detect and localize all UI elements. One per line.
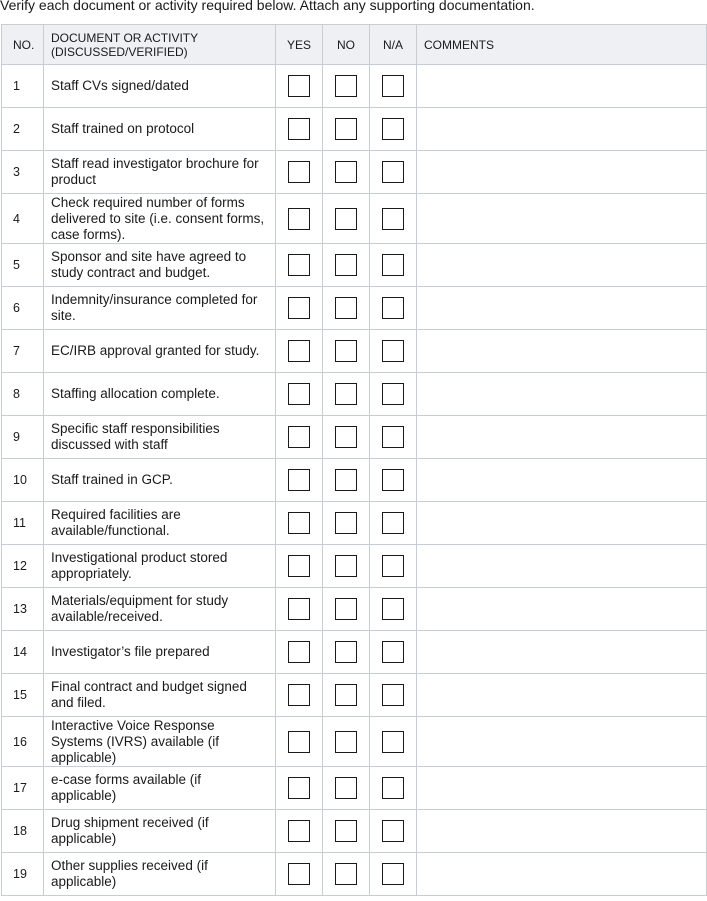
yes-checkbox[interactable] bbox=[288, 297, 310, 319]
yes-cell bbox=[276, 810, 323, 853]
no-cell bbox=[323, 416, 370, 459]
comments-field[interactable] bbox=[417, 287, 707, 330]
yes-cell bbox=[276, 674, 323, 717]
yes-checkbox[interactable] bbox=[288, 731, 310, 753]
na-cell bbox=[370, 588, 417, 631]
row-number: 6 bbox=[2, 287, 44, 330]
na-checkbox[interactable] bbox=[382, 254, 404, 276]
row-number: 10 bbox=[2, 459, 44, 502]
no-checkbox[interactable] bbox=[335, 863, 357, 885]
no-cell bbox=[323, 459, 370, 502]
na-checkbox[interactable] bbox=[382, 598, 404, 620]
yes-checkbox[interactable] bbox=[288, 598, 310, 620]
header-yes: YES bbox=[276, 25, 323, 65]
row-item: e-case forms available (if applicable) bbox=[44, 767, 276, 810]
row-number: 11 bbox=[2, 502, 44, 545]
no-checkbox[interactable] bbox=[335, 383, 357, 405]
comments-field[interactable] bbox=[417, 151, 707, 194]
no-cell bbox=[323, 853, 370, 896]
no-checkbox[interactable] bbox=[335, 208, 357, 230]
comments-field[interactable] bbox=[417, 244, 707, 287]
na-cell bbox=[370, 108, 417, 151]
na-cell bbox=[370, 65, 417, 108]
na-cell bbox=[370, 459, 417, 502]
yes-checkbox[interactable] bbox=[288, 161, 310, 183]
comments-field[interactable] bbox=[417, 545, 707, 588]
row-number: 9 bbox=[2, 416, 44, 459]
yes-cell bbox=[276, 244, 323, 287]
checklist-table bbox=[1, 24, 707, 896]
header-document: DOCUMENT OR ACTIVITY (DISCUSSED/VERIFIED) bbox=[44, 25, 276, 65]
comments-field[interactable] bbox=[417, 330, 707, 373]
comments-field[interactable] bbox=[417, 502, 707, 545]
no-checkbox[interactable] bbox=[335, 598, 357, 620]
na-cell bbox=[370, 194, 417, 244]
na-checkbox[interactable] bbox=[382, 297, 404, 319]
table-row bbox=[2, 151, 707, 194]
na-cell bbox=[370, 717, 417, 767]
comments-field[interactable] bbox=[417, 65, 707, 108]
comments-field[interactable] bbox=[417, 853, 707, 896]
yes-cell bbox=[276, 373, 323, 416]
no-cell bbox=[323, 767, 370, 810]
na-checkbox[interactable] bbox=[382, 820, 404, 842]
table-row bbox=[2, 373, 707, 416]
no-cell bbox=[323, 588, 370, 631]
instructions-text: Verify each document or activity required below. Attach any supporting documentation. bbox=[0, 0, 535, 13]
na-cell bbox=[370, 545, 417, 588]
row-item: Investigational product stored appropriately. bbox=[44, 545, 276, 588]
table-row bbox=[2, 459, 707, 502]
yes-cell bbox=[276, 416, 323, 459]
row-item: EC/IRB approval granted for study. bbox=[44, 330, 276, 373]
na-cell bbox=[370, 373, 417, 416]
table-row bbox=[2, 502, 707, 545]
no-checkbox[interactable] bbox=[335, 731, 357, 753]
table-row bbox=[2, 853, 707, 896]
na-checkbox[interactable] bbox=[382, 426, 404, 448]
no-checkbox[interactable] bbox=[335, 426, 357, 448]
na-cell bbox=[370, 287, 417, 330]
na-checkbox[interactable] bbox=[382, 641, 404, 663]
row-item: Drug shipment received (if applicable) bbox=[44, 810, 276, 853]
header-row bbox=[2, 25, 707, 65]
yes-cell bbox=[276, 65, 323, 108]
yes-checkbox[interactable] bbox=[288, 383, 310, 405]
na-checkbox[interactable] bbox=[382, 383, 404, 405]
row-item: Check required number of forms delivered to site (i.e. consent forms, case forms). bbox=[44, 194, 276, 244]
table-row bbox=[2, 631, 707, 674]
row-number: 8 bbox=[2, 373, 44, 416]
row-number: 7 bbox=[2, 330, 44, 373]
row-number: 15 bbox=[2, 674, 44, 717]
no-checkbox[interactable] bbox=[335, 641, 357, 663]
no-checkbox[interactable] bbox=[335, 254, 357, 276]
comments-field[interactable] bbox=[417, 631, 707, 674]
table-row bbox=[2, 108, 707, 151]
yes-checkbox[interactable] bbox=[288, 118, 310, 140]
yes-checkbox[interactable] bbox=[288, 426, 310, 448]
na-cell bbox=[370, 151, 417, 194]
no-cell bbox=[323, 330, 370, 373]
yes-cell bbox=[276, 717, 323, 767]
comments-field[interactable] bbox=[417, 588, 707, 631]
no-checkbox[interactable] bbox=[335, 340, 357, 362]
row-number: 19 bbox=[2, 853, 44, 896]
row-number: 5 bbox=[2, 244, 44, 287]
table-row bbox=[2, 717, 707, 767]
yes-cell bbox=[276, 459, 323, 502]
na-checkbox[interactable] bbox=[382, 208, 404, 230]
na-checkbox[interactable] bbox=[382, 684, 404, 706]
row-item: Sponsor and site have agreed to study contract and budget. bbox=[44, 244, 276, 287]
row-number: 1 bbox=[2, 65, 44, 108]
no-cell bbox=[323, 631, 370, 674]
yes-checkbox[interactable] bbox=[288, 684, 310, 706]
row-item: Staff trained in GCP. bbox=[44, 459, 276, 502]
no-checkbox[interactable] bbox=[335, 469, 357, 491]
na-cell bbox=[370, 502, 417, 545]
row-item: Required facilities are available/functional. bbox=[44, 502, 276, 545]
yes-cell bbox=[276, 194, 323, 244]
header-comments: COMMENTS bbox=[417, 25, 707, 65]
row-number: 17 bbox=[2, 767, 44, 810]
yes-cell bbox=[276, 631, 323, 674]
no-cell bbox=[323, 373, 370, 416]
header-no: NO bbox=[323, 25, 370, 65]
row-item: Final contract and budget signed and filed. bbox=[44, 674, 276, 717]
comments-field[interactable] bbox=[417, 717, 707, 767]
na-cell bbox=[370, 416, 417, 459]
yes-checkbox[interactable] bbox=[288, 75, 310, 97]
na-checkbox[interactable] bbox=[382, 731, 404, 753]
table-row bbox=[2, 416, 707, 459]
no-checkbox[interactable] bbox=[335, 297, 357, 319]
no-cell bbox=[323, 194, 370, 244]
no-cell bbox=[323, 674, 370, 717]
na-checkbox[interactable] bbox=[382, 512, 404, 534]
no-checkbox[interactable] bbox=[335, 118, 357, 140]
row-item: Specific staff responsibilities discussed with staff bbox=[44, 416, 276, 459]
row-number: 3 bbox=[2, 151, 44, 194]
row-item: Interactive Voice Response Systems (IVRS) available (if applicable) bbox=[44, 717, 276, 767]
yes-checkbox[interactable] bbox=[288, 555, 310, 577]
no-checkbox[interactable] bbox=[335, 820, 357, 842]
na-checkbox[interactable] bbox=[382, 555, 404, 577]
na-checkbox[interactable] bbox=[382, 469, 404, 491]
row-number: 14 bbox=[2, 631, 44, 674]
yes-checkbox[interactable] bbox=[288, 469, 310, 491]
row-item: Staff CVs signed/dated bbox=[44, 65, 276, 108]
no-cell bbox=[323, 502, 370, 545]
na-checkbox[interactable] bbox=[382, 340, 404, 362]
table-row bbox=[2, 330, 707, 373]
no-checkbox[interactable] bbox=[335, 555, 357, 577]
no-cell bbox=[323, 65, 370, 108]
no-checkbox[interactable] bbox=[335, 512, 357, 534]
row-item: Materials/equipment for study available/received. bbox=[44, 588, 276, 631]
no-checkbox[interactable] bbox=[335, 75, 357, 97]
table-row bbox=[2, 194, 707, 244]
yes-cell bbox=[276, 108, 323, 151]
na-cell bbox=[370, 631, 417, 674]
yes-cell bbox=[276, 767, 323, 810]
table-row bbox=[2, 545, 707, 588]
yes-checkbox[interactable] bbox=[288, 777, 310, 799]
yes-cell bbox=[276, 287, 323, 330]
table-row bbox=[2, 244, 707, 287]
yes-cell bbox=[276, 330, 323, 373]
row-item: Staffing allocation complete. bbox=[44, 373, 276, 416]
yes-checkbox[interactable] bbox=[288, 340, 310, 362]
comments-field[interactable] bbox=[417, 767, 707, 810]
row-item: Other supplies received (if applicable) bbox=[44, 853, 276, 896]
row-number: 16 bbox=[2, 717, 44, 767]
comments-field[interactable] bbox=[417, 674, 707, 717]
row-item: Indemnity/insurance completed for site. bbox=[44, 287, 276, 330]
comments-field[interactable] bbox=[417, 194, 707, 244]
row-number: 13 bbox=[2, 588, 44, 631]
row-number: 18 bbox=[2, 810, 44, 853]
yes-checkbox[interactable] bbox=[288, 820, 310, 842]
yes-cell bbox=[276, 502, 323, 545]
na-checkbox[interactable] bbox=[382, 118, 404, 140]
row-item: Staff trained on protocol bbox=[44, 108, 276, 151]
na-cell bbox=[370, 330, 417, 373]
yes-checkbox[interactable] bbox=[288, 254, 310, 276]
no-cell bbox=[323, 810, 370, 853]
table-row bbox=[2, 287, 707, 330]
comments-field[interactable] bbox=[417, 373, 707, 416]
na-cell bbox=[370, 674, 417, 717]
table-row bbox=[2, 767, 707, 810]
yes-checkbox[interactable] bbox=[288, 512, 310, 534]
yes-checkbox[interactable] bbox=[288, 208, 310, 230]
yes-checkbox[interactable] bbox=[288, 863, 310, 885]
na-checkbox[interactable] bbox=[382, 161, 404, 183]
na-cell bbox=[370, 810, 417, 853]
comments-field[interactable] bbox=[417, 108, 707, 151]
yes-cell bbox=[276, 588, 323, 631]
yes-cell bbox=[276, 545, 323, 588]
row-number: 2 bbox=[2, 108, 44, 151]
no-cell bbox=[323, 151, 370, 194]
row-item: Investigator’s file prepared bbox=[44, 631, 276, 674]
no-cell bbox=[323, 545, 370, 588]
row-number: 4 bbox=[2, 194, 44, 244]
na-checkbox[interactable] bbox=[382, 75, 404, 97]
header-number: NO. bbox=[2, 25, 44, 65]
yes-checkbox[interactable] bbox=[288, 641, 310, 663]
comments-field[interactable] bbox=[417, 416, 707, 459]
no-cell bbox=[323, 108, 370, 151]
no-checkbox[interactable] bbox=[335, 777, 357, 799]
no-cell bbox=[323, 287, 370, 330]
no-cell bbox=[323, 717, 370, 767]
table-row bbox=[2, 674, 707, 717]
table-row bbox=[2, 810, 707, 853]
table-row bbox=[2, 65, 707, 108]
row-number: 12 bbox=[2, 545, 44, 588]
comments-field[interactable] bbox=[417, 459, 707, 502]
na-cell bbox=[370, 853, 417, 896]
na-checkbox[interactable] bbox=[382, 777, 404, 799]
no-checkbox[interactable] bbox=[335, 161, 357, 183]
na-cell bbox=[370, 767, 417, 810]
no-cell bbox=[323, 244, 370, 287]
row-item: Staff read investigator brochure for product bbox=[44, 151, 276, 194]
comments-field[interactable] bbox=[417, 810, 707, 853]
header-na: N/A bbox=[370, 25, 417, 65]
yes-cell bbox=[276, 151, 323, 194]
na-checkbox[interactable] bbox=[382, 863, 404, 885]
yes-cell bbox=[276, 853, 323, 896]
table-row bbox=[2, 588, 707, 631]
no-checkbox[interactable] bbox=[335, 684, 357, 706]
na-cell bbox=[370, 244, 417, 287]
